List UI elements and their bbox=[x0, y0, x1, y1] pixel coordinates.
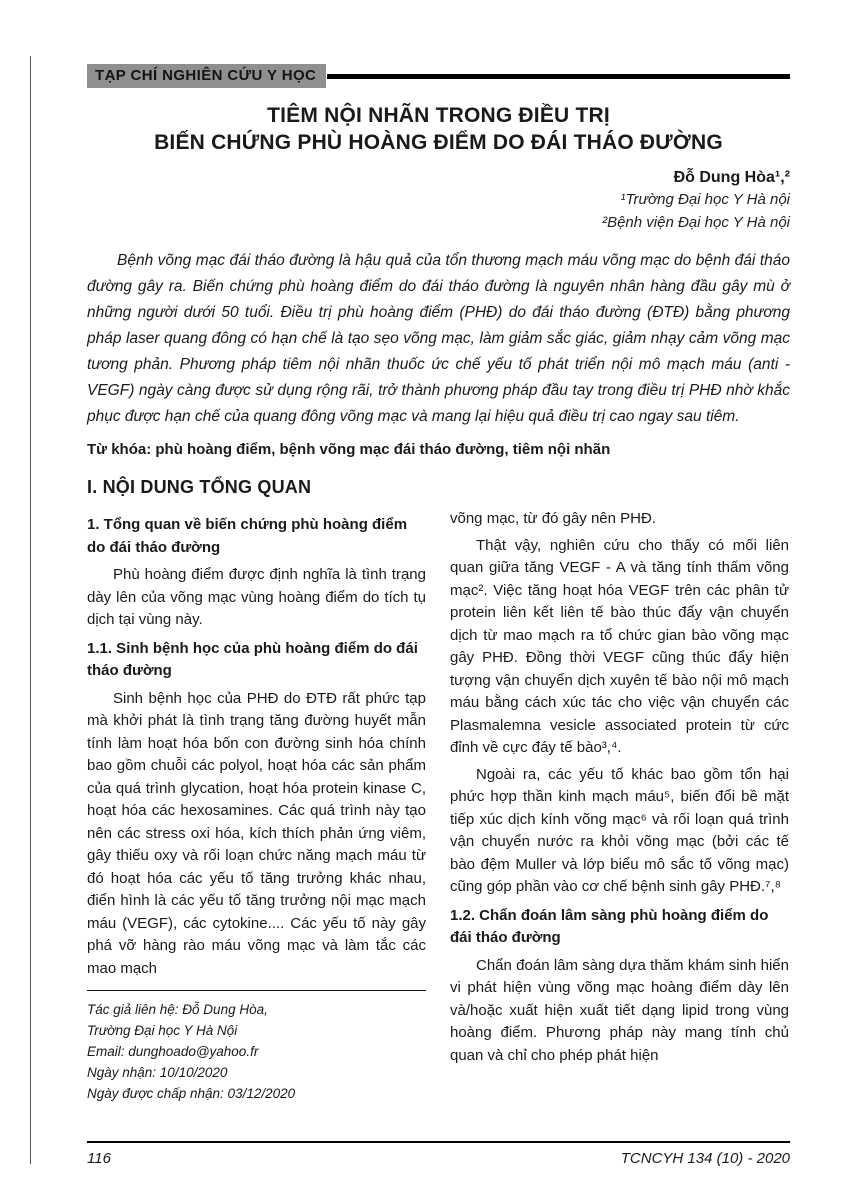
footnote-line-institution: Trường Đại học Y Hà Nội bbox=[87, 1023, 238, 1038]
paragraph: võng mạc, từ đó gây nên PHĐ. bbox=[450, 510, 656, 527]
two-column-body bbox=[87, 508, 790, 1104]
article-title bbox=[87, 102, 790, 156]
article-title-line1: TIÊM NỘI NHÃN TRONG ĐIỀU TRỊ bbox=[267, 104, 610, 127]
page-border-left bbox=[30, 56, 31, 1164]
subsection-heading-1: 1. Tổng quan về biến chứng phù hoàng điểm do đái tháo đường bbox=[87, 516, 408, 556]
footnote-line-email: Email: dunghoado@yahoo.fr bbox=[87, 1044, 259, 1059]
affiliation-1: ¹Trường Đại học Y Hà nội bbox=[620, 191, 790, 208]
page-content bbox=[87, 64, 790, 1104]
left-column bbox=[87, 508, 426, 1104]
footnote-line-contact: Tác giả liên hệ: Đỗ Dung Hòa, bbox=[87, 1002, 268, 1017]
footnote-block bbox=[87, 990, 426, 1104]
subsection-heading-1-1: 1.1. Sinh bệnh học của phù hoàng điểm do đái tháo đường bbox=[87, 639, 418, 679]
footnote-line-accepted: Ngày được chấp nhận: 03/12/2020 bbox=[87, 1086, 296, 1101]
paragraph: Chẩn đoán lâm sàng dựa thăm khám sinh hiển vi phát hiện vùng võng mạc hoàng điểm dày lên và/hoặc xuất hiện xuất tiết dạng lipid trong vùng hoàng điểm. Phương pháp này mang tính chủ quan và chỉ cho phép phát hiện bbox=[450, 956, 789, 1064]
page-footer bbox=[87, 1141, 790, 1168]
paragraph: Thật vậy, nghiên cứu cho thấy có mối liên quan giữa tăng VEGF - A và tăng tính thấm võng mạc². Việc tăng hoạt hóa VEGF trên các phân tử protein liên kết liên tế bào thúc đẩy vận chuyển dịch từ mao mạch ra tổ chức gian bào võng mạc gây PHĐ. Đồng thời VEGF cũng thúc đẩy hiện tượng vận chuyển dịch xuyên tế bào nội mô mạch máu bằng cách xúc tác cho việc vận chuyển các Plasmalemna vesicle associated protein từ cức đỉnh về cực đáy tế bào³,⁴. bbox=[450, 536, 789, 756]
paragraph: Ngoài ra, các yếu tố khác bao gồm tổn hại phức hợp thần kinh mạch máu⁵, biến đổi bề mặt tiếp xúc dịch kính võng mạc⁶ và rối loạn quá trình vận chuyển nước ra khỏi võng mạc (bởi các tế bào đệm Muller và lớp biểu mô sắc tố võng mạc) cũng góp phần vào cơ chế bệnh sinh gây PHĐ.⁷,⁸ bbox=[450, 765, 789, 895]
author-name: Đỗ Dung Hòa¹,² bbox=[673, 169, 790, 186]
page-number: 116 bbox=[87, 1150, 111, 1167]
paragraph: Phù hoàng điểm được định nghĩa là tình trạng dày lên của võng mạc vùng hoàng điểm do tích tụ dịch tại vùng này. bbox=[87, 566, 426, 628]
paragraph: Sinh bệnh học của PHĐ do ĐTĐ rất phức tạp mà khởi phát là tình trạng tăng đường huyết mẫn tính làm hoạt hóa bốn con đường sinh hóa chính bao gồm chuỗi các polyol, hoạt hóa các sản phẩm của quá trình glycation, hoạt hóa protein kinase C, hoạt hóa các hexosamines. Các quá trình này tạo nên các stress oxi hóa, kích thích phản ứng viêm, gây thiếu oxy và rối loạn chức năng mạch máu từ đó hoạt hóa các yếu tố tăng trưởng khác nhau, điển hình là các yếu tố tăng trưởng nội mạc mạch máu (VEGF), các cytokine.... Các yếu tố này gây phá vỡ hàng rào máu võng mạc và làm tắc các mao mạch bbox=[87, 689, 426, 977]
abstract-paragraph: Bệnh võng mạc đái tháo đường là hậu quả của tổn thương mạch máu võng mạc do bệnh đái tháo đường gây ra. Biến chứng phù hoàng điểm do đái tháo đường là nguyên nhân hàng đầu gây mù ở những người dưới 50 tuổi. Điều trị phù hoàng điểm (PHĐ) do đái tháo đường (ĐTĐ) bằng phương pháp laser quang đông có hạn chế là tạo sẹo võng mạc, làm giảm sắc giác, giảm nhạy cảm võng mạc tương phản. Phương pháp tiêm nội nhãn thuốc ức chế yếu tố phát triển nội mô mạch máu (anti - VEGF) ngày càng được sử dụng rộng rãi, trở thành phương pháp đầu tay trong điều trị PHĐ nhờ khắc phục được hạn chế của quang đông võng mạc và mang lại hiệu quả điều trị cao ngay sau tiêm. bbox=[87, 252, 790, 425]
journal-name-banner: TẠP CHÍ NGHIÊN CỨU Y HỌC bbox=[87, 64, 326, 88]
affiliation-2: ²Bệnh viện Đại học Y Hà nội bbox=[602, 214, 790, 231]
keywords-line: Từ khóa: phù hoàng điểm, bệnh võng mạc đái tháo đường, tiêm nội nhãn bbox=[87, 441, 611, 458]
header-rule bbox=[327, 74, 790, 79]
journal-header bbox=[87, 64, 790, 88]
footnote-line-received: Ngày nhận: 10/10/2020 bbox=[87, 1065, 228, 1080]
section-heading: I. NỘI DUNG TỔNG QUAN bbox=[87, 477, 312, 497]
right-column bbox=[450, 508, 789, 1104]
journal-reference: TCNCYH 134 (10) - 2020 bbox=[620, 1150, 790, 1167]
subsection-heading-1-2: 1.2. Chẩn đoán lâm sàng phù hoàng điểm do đái tháo đường bbox=[450, 906, 769, 946]
article-title-line2: BIẾN CHỨNG PHÙ HOÀNG ĐIỂM DO ĐÁI THÁO ĐƯỜNG bbox=[154, 131, 723, 154]
